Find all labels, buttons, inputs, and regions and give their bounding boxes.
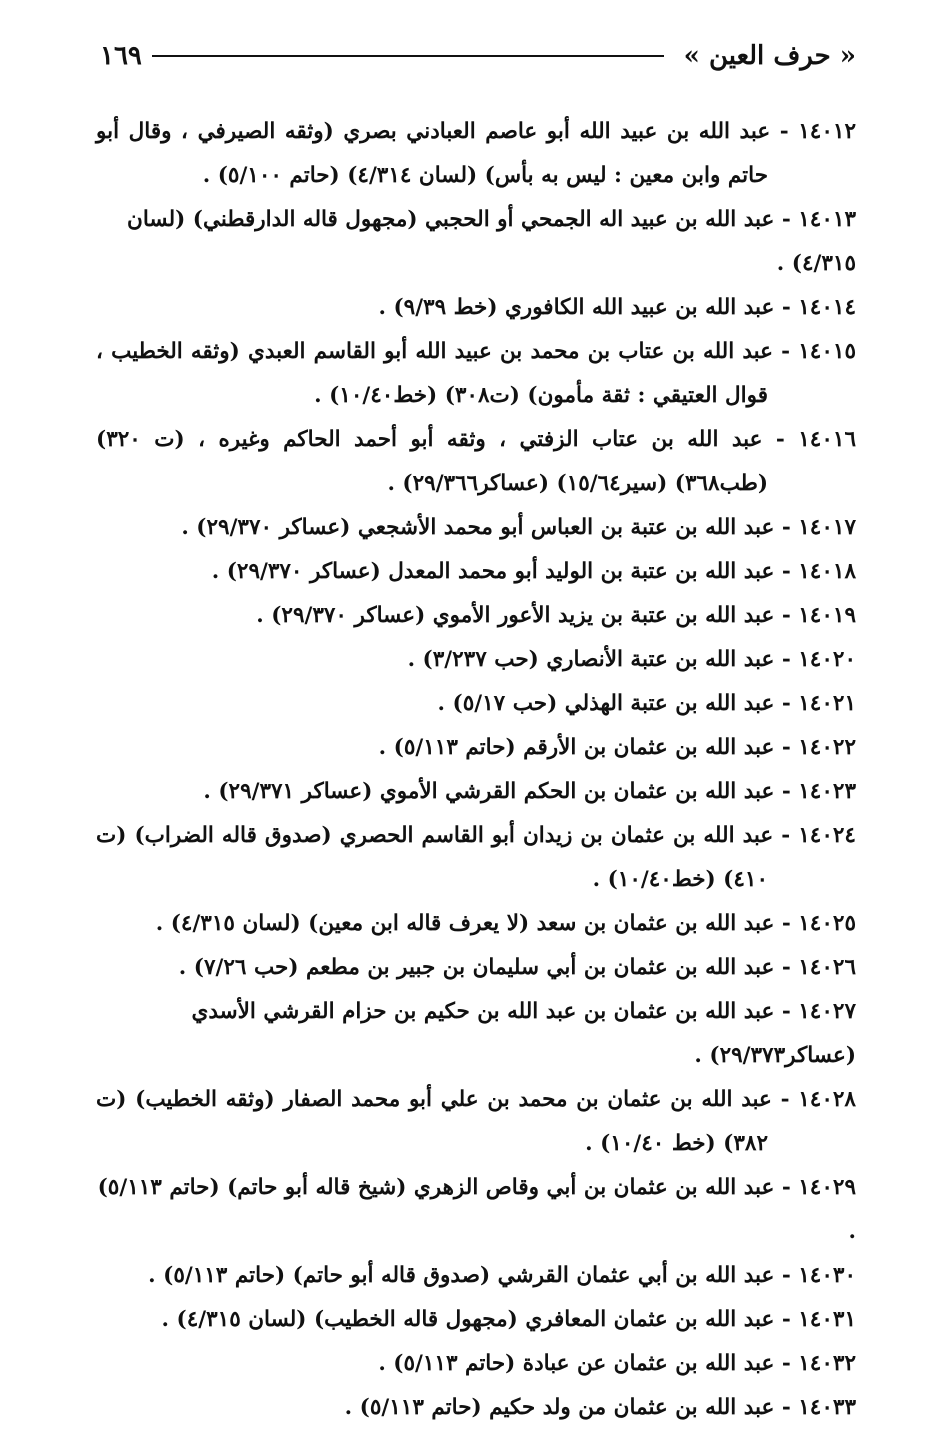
entry-number: ١٤٠١٣ bbox=[798, 207, 856, 232]
list-item: ١٤٠٣١ - عبد الله بن عثمان المعافري (مجهول قاله الخطيب) (لسان ٤/٣١٥) . bbox=[161, 1307, 856, 1332]
list-item: ١٤٠٢٦ - عبد الله بن عثمان بن أبي سليمان بن جبير بن مطعم (حب ٧/٢٦) . bbox=[178, 955, 856, 980]
entry-text: عبد الله بن عتبة بن يزيد الأعور الأموي (عساكر ٢٩/٣٧٠) . bbox=[256, 603, 775, 628]
entry-text: عبد الله بن عثمان بن محمد بن علي أبو محمد الصفار (وثقه الخطيب) (ت ٣٨٢) (خط ١٠/٤٠) . bbox=[96, 1087, 772, 1156]
entry-text: عبد الله بن عثمان بن عبد الله بن حكيم بن حزام القرشي الأسدي (عساكر٢٩/٣٧٣) . bbox=[191, 999, 856, 1068]
entry-text: عبد الله بن عتبة بن الوليد أبو محمد المعدل (عساكر ٢٩/٣٧٠) . bbox=[211, 559, 775, 584]
entry-number: ١٤٠٢٩ bbox=[798, 1175, 856, 1200]
chapter-title: « حرف العين » bbox=[683, 41, 856, 71]
entry-number: ١٤٠٢٣ bbox=[798, 779, 856, 804]
entry-text: عبد الله بن عثمان بن الأرقم (حاتم ٥/١١٣) . bbox=[378, 735, 775, 760]
list-item: ١٤٠٢٥ - عبد الله بن عثمان بن سعد (لا يعرف قاله ابن معين) (لسان ٤/٣١٥) . bbox=[155, 911, 856, 936]
entry-text: عبد الله بن عتاب بن محمد بن عبيد الله أبو القاسم العبدي (وثقه الخطيب ، قوال العتيقي : ثقة مأمون) (ت٣٠٨) (خط١٠/٤٠) . bbox=[96, 339, 773, 408]
entry-text: عبد الله بن عثمان عن عبادة (حاتم ٥/١١٣) . bbox=[378, 1351, 775, 1376]
page-number: ١٦٩ bbox=[100, 41, 142, 71]
entry-text: عبد الله بن عتبة الهذلي (حب ٥/١٧) . bbox=[437, 691, 775, 716]
entry-number: ١٤٠٢٤ bbox=[798, 823, 856, 848]
entry-text: عبد الله بن عتبة بن العباس أبو محمد الأشجعي (عساكر ٢٩/٣٧٠) . bbox=[181, 515, 775, 540]
entry-number: ١٤٠٣٢ bbox=[798, 1351, 856, 1376]
entry-text: عبد الله بن عبيد الله أبو عاصم العبادني بصري (وثقه الصيرفي ، وقال أبو حاتم وابن معين : ليس به بأس) (لسان ٤/٣١٤) (حاتم ٥/١٠٠) . bbox=[96, 119, 771, 188]
entry-list bbox=[96, 110, 856, 1430]
entry-text: عبد الله بن عتاب الزفتي ، وثقه أبو أحمد الحاكم وغيره ، (ت ٣٢٠) (طب٣٦٨) (سير١٥/٦٤) (عساكر٢٩/٣٦٦) . bbox=[96, 427, 768, 496]
entry-number: ١٤٠٣١ bbox=[798, 1307, 856, 1332]
entry-number: ١٤٠١٨ bbox=[798, 559, 856, 584]
list-item: ١٤٠٣٢ - عبد الله بن عثمان عن عبادة (حاتم ٥/١١٣) . bbox=[378, 1351, 856, 1376]
list-item: ١٤٠٢٣ - عبد الله بن عثمان بن الحكم القرشي الأموي (عساكر ٢٩/٣٧١) . bbox=[203, 779, 856, 804]
entry-number: ١٤٠١٢ bbox=[798, 119, 856, 144]
list-item: ١٤٠٢٧ - عبد الله بن عثمان بن عبد الله بن حكيم بن حزام القرشي الأسدي (عساكر٢٩/٣٧٣) . bbox=[191, 999, 856, 1068]
entry-number: ١٤٠٢٦ bbox=[798, 955, 856, 980]
entry-number: ١٤٠٣٣ bbox=[798, 1395, 856, 1420]
entry-text: عبد الله بن عبيد الله الكافوري (خط ٩/٣٩) . bbox=[378, 295, 775, 320]
entry-text: عبد الله بن عثمان المعافري (مجهول قاله الخطيب) (لسان ٤/٣١٥) . bbox=[161, 1307, 775, 1332]
entry-number: ١٤٠١٤ bbox=[798, 295, 856, 320]
entry-text: عبد الله بن عثمان بن الحكم القرشي الأموي (عساكر ٢٩/٣٧١) . bbox=[203, 779, 775, 804]
list-item: ١٤٠٢٠ - عبد الله بن عتبة الأنصاري (حب ٣/٢٣٧) . bbox=[407, 647, 856, 672]
list-item: ١٤٠١٢ - عبد الله بن عبيد الله أبو عاصم العبادني بصري (وثقه الصيرفي ، وقال أبو حاتم وابن معين : ليس به بأس) (لسان ٤/٣١٤) (حاتم ٥/١٠٠) . bbox=[96, 119, 856, 188]
entry-text: عبد الله بن عتبة الأنصاري (حب ٣/٢٣٧) . bbox=[407, 647, 775, 672]
entry-text: عبد الله بن عثمان بن سعد (لا يعرف قاله ابن معين) (لسان ٤/٣١٥) . bbox=[155, 911, 775, 936]
list-item: ١٤٠١٦ - عبد الله بن عتاب الزفتي ، وثقه أبو أحمد الحاكم وغيره ، (ت ٣٢٠) (طب٣٦٨) (سير١٥/٦٤) (عساكر٢٩/٣٦٦) . bbox=[96, 427, 856, 496]
entry-number: ١٤٠٢٨ bbox=[798, 1087, 856, 1112]
entry-number: ١٤٠١٩ bbox=[798, 603, 856, 628]
entry-text: عبد الله بن عثمان بن أبي وقاص الزهري (شيخ قاله أبو حاتم) (حاتم ٥/١١٣) . bbox=[97, 1175, 856, 1244]
entry-text: عبد الله بن عثمان من ولد حكيم (حاتم ٥/١١٣) . bbox=[344, 1395, 775, 1420]
entry-text: عبد الله بن أبي عثمان القرشي (صدوق قاله أبو حاتم) (حاتم ٥/١١٣) . bbox=[148, 1263, 775, 1288]
list-item: ١٤٠١٥ - عبد الله بن عتاب بن محمد بن عبيد الله أبو القاسم العبدي (وثقه الخطيب ، قوال العتيقي : ثقة مأمون) (ت٣٠٨) (خط١٠/٤٠) . bbox=[96, 339, 856, 408]
entry-number: ١٤٠٢٧ bbox=[798, 999, 856, 1024]
list-item: ١٤٠٢٨ - عبد الله بن عثمان بن محمد بن علي أبو محمد الصفار (وثقه الخطيب) (ت ٣٨٢) (خط ١٠/٤٠) . bbox=[96, 1087, 856, 1156]
list-item: ١٤٠٣٣ - عبد الله بن عثمان من ولد حكيم (حاتم ٥/١١٣) . bbox=[344, 1395, 856, 1420]
list-item: ١٤٠١٧ - عبد الله بن عتبة بن العباس أبو محمد الأشجعي (عساكر ٢٩/٣٧٠) . bbox=[181, 515, 856, 540]
entry-number: ١٤٠٢١ bbox=[798, 691, 856, 716]
list-item: ١٤٠٢٢ - عبد الله بن عثمان بن الأرقم (حاتم ٥/١١٣) . bbox=[378, 735, 856, 760]
entry-number: ١٤٠٢٢ bbox=[798, 735, 856, 760]
list-item: ١٤٠١٣ - عبد الله بن عبيد اله الجمحي أو الحجبي (مجهول قاله الدارقطني) (لسان ٤/٣١٥) . bbox=[127, 207, 856, 276]
list-item: ١٤٠١٨ - عبد الله بن عتبة بن الوليد أبو محمد المعدل (عساكر ٢٩/٣٧٠) . bbox=[211, 559, 856, 584]
entry-number: ١٤٠١٥ bbox=[798, 339, 856, 364]
entry-number: ١٤٠١٧ bbox=[798, 515, 856, 540]
entry-text: عبد الله بن عبيد اله الجمحي أو الحجبي (مجهول قاله الدارقطني) (لسان ٤/٣١٥) . bbox=[127, 207, 856, 276]
list-item: ١٤٠٢١ - عبد الله بن عتبة الهذلي (حب ٥/١٧) . bbox=[437, 691, 856, 716]
list-item: ١٤٠٢٩ - عبد الله بن عثمان بن أبي وقاص الزهري (شيخ قاله أبو حاتم) (حاتم ٥/١١٣) . bbox=[97, 1175, 856, 1244]
header-rule bbox=[152, 55, 664, 57]
list-item: ١٤٠١٤ - عبد الله بن عبيد الله الكافوري (خط ٩/٣٩) . bbox=[378, 295, 856, 320]
entry-number: ١٤٠١٦ bbox=[798, 427, 856, 452]
entry-number: ١٤٠٢٥ bbox=[798, 911, 856, 936]
list-item: ١٤٠٢٤ - عبد الله بن عثمان بن زيدان أبو القاسم الحصري (صدوق قاله الضراب) (ت ٤١٠) (خط١٠/٤٠) . bbox=[96, 823, 856, 892]
list-item: ١٤٠١٩ - عبد الله بن عتبة بن يزيد الأعور الأموي (عساكر ٢٩/٣٧٠) . bbox=[256, 603, 856, 628]
list-item: ١٤٠٣٠ - عبد الله بن أبي عثمان القرشي (صدوق قاله أبو حاتم) (حاتم ٥/١١٣) . bbox=[148, 1263, 856, 1288]
entry-text: عبد الله بن عثمان بن زيدان أبو القاسم الحصري (صدوق قاله الضراب) (ت ٤١٠) (خط١٠/٤٠) . bbox=[96, 823, 774, 892]
entry-number: ١٤٠٢٠ bbox=[798, 647, 856, 672]
entry-text: عبد الله بن عثمان بن أبي سليمان بن جبير بن مطعم (حب ٧/٢٦) . bbox=[178, 955, 775, 980]
entry-number: ١٤٠٣٠ bbox=[798, 1263, 856, 1288]
page-header bbox=[100, 36, 856, 76]
